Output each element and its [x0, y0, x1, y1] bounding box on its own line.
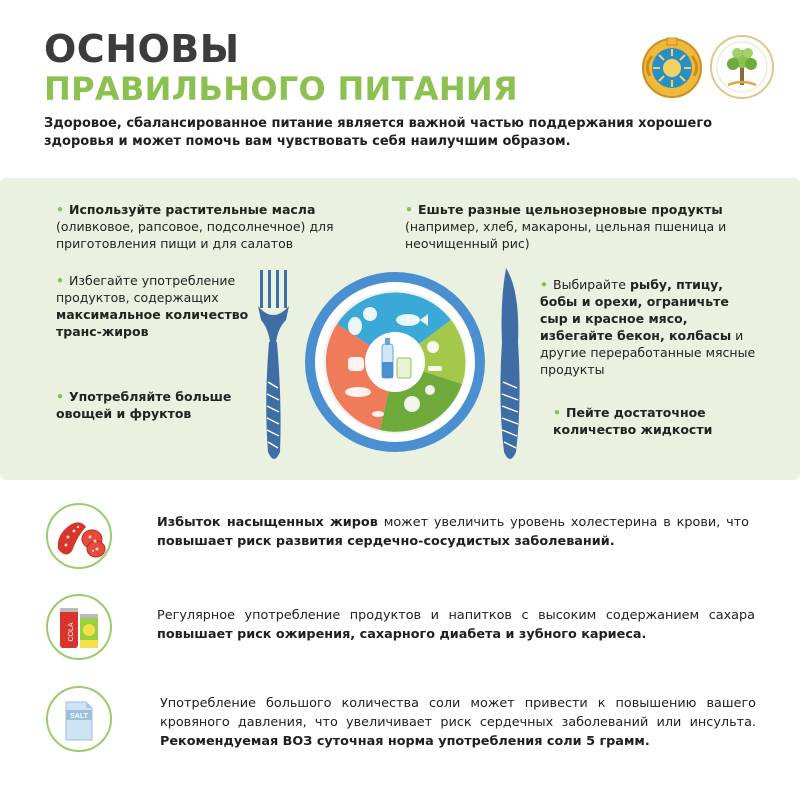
- salt-package-icon: [46, 686, 112, 752]
- tip-vegetable-oils-bold: Используйте растительные масла: [69, 202, 316, 217]
- saturated-fats-text: может увеличить уровень холестерина в крови, что: [383, 515, 749, 530]
- tip-whole-grains: • Ешьте разные цельнозерновые продукты (например, хлеб, макароны, цельная пшеница и неочищенный рис): [405, 202, 727, 251]
- emblem-kazakhstan-icon: [640, 36, 704, 100]
- sausage-icon: [46, 503, 112, 569]
- salt-label: SALT: [70, 713, 88, 720]
- tip-fluids: • Пейте достаточное количество жидкости: [553, 405, 713, 437]
- cola-label: COLA: [68, 622, 75, 642]
- plate-illustration: [230, 262, 560, 472]
- saturated-fats-risk: повышает риск развития сердечно-сосудистых заболеваний.: [157, 534, 615, 549]
- tip-trans-fats-bold: максимальное количество транс-жиров: [56, 307, 249, 339]
- tip-protein-choice-bold: рыбу, птицу, бобы и орехи, ограничьте сыр и красное мясо, избегайте бекон, колбасы: [540, 277, 732, 343]
- page-title: ОСНОВЫ: [44, 27, 240, 71]
- tip-trans-fats: • Избегайте употребление продуктов, содержащих максимальное количество транс-жиров: [56, 273, 249, 339]
- tree-ministry-logo-icon: [708, 33, 776, 101]
- tip-vegetables-fruits: • Употребляйте больше овощей и фруктов: [56, 389, 232, 421]
- fork-icon: [258, 270, 289, 459]
- knife-icon: [500, 268, 519, 459]
- intro-text: Здоровое, сбалансированное питание является важной частью поддержания хорошего здоровья и может помочь вам чувствовать себя наилучшим образом.: [44, 116, 713, 149]
- saturated-fats-bold: Избыток насыщенных жиров: [157, 515, 378, 530]
- salt-recommendation: Рекомендуемая ВОЗ суточная норма употребления соли 5 грамм.: [160, 734, 650, 749]
- tip-fluids-bold: Пейте достаточное количество жидкости: [553, 405, 713, 437]
- tip-protein-choice-text1: Выбирайте: [553, 277, 626, 292]
- tip-vegetable-oils: • Используйте растительные масла (оливковое, рапсовое, подсолнечное) для приготовления пищи и для салатов: [56, 202, 334, 251]
- sugar-risk: повышает риск ожирения, сахарного диабета и зубного кариеса.: [157, 627, 647, 642]
- tip-protein-choice-text2: и другие переработанные мясные продукты: [540, 328, 756, 377]
- page-subtitle: ПРАВИЛЬНОГО ПИТАНИЯ: [44, 70, 518, 108]
- tip-vegetables-fruits-bold: Употребляйте больше овощей и фруктов: [56, 389, 232, 421]
- saturated-fats-note: [157, 513, 749, 551]
- tip-whole-grains-text: (например, хлеб, макароны, цельная пшеница и неочищенный рис): [405, 219, 727, 251]
- sugar-note: [157, 606, 755, 644]
- tip-protein-choice: • Выбирайте рыбу, птицу, бобы и орехи, ограничьте сыр и красное мясо, избегайте бекон, колбасы и другие переработанные мясные продукты: [540, 277, 756, 377]
- soda-cans-icon: [46, 594, 112, 660]
- sugar-text: Регулярное употребление продуктов и напитков с высоким содержанием сахара: [157, 608, 755, 623]
- tip-whole-grains-bold: Ешьте разные цельнозерновые продукты: [418, 202, 723, 217]
- tip-vegetable-oils-text: (оливковое, рапсовое, подсолнечное) для приготовления пищи и для салатов: [56, 219, 334, 251]
- tip-trans-fats-text: Избегайте употребление продуктов, содержащих: [56, 273, 236, 305]
- salt-note: [160, 694, 756, 751]
- salt-text: Употребление большого количества соли может привести к повышению вашего кровяного давления, что увеличивает риск сердечных заболеваний или инсульта.: [160, 696, 756, 730]
